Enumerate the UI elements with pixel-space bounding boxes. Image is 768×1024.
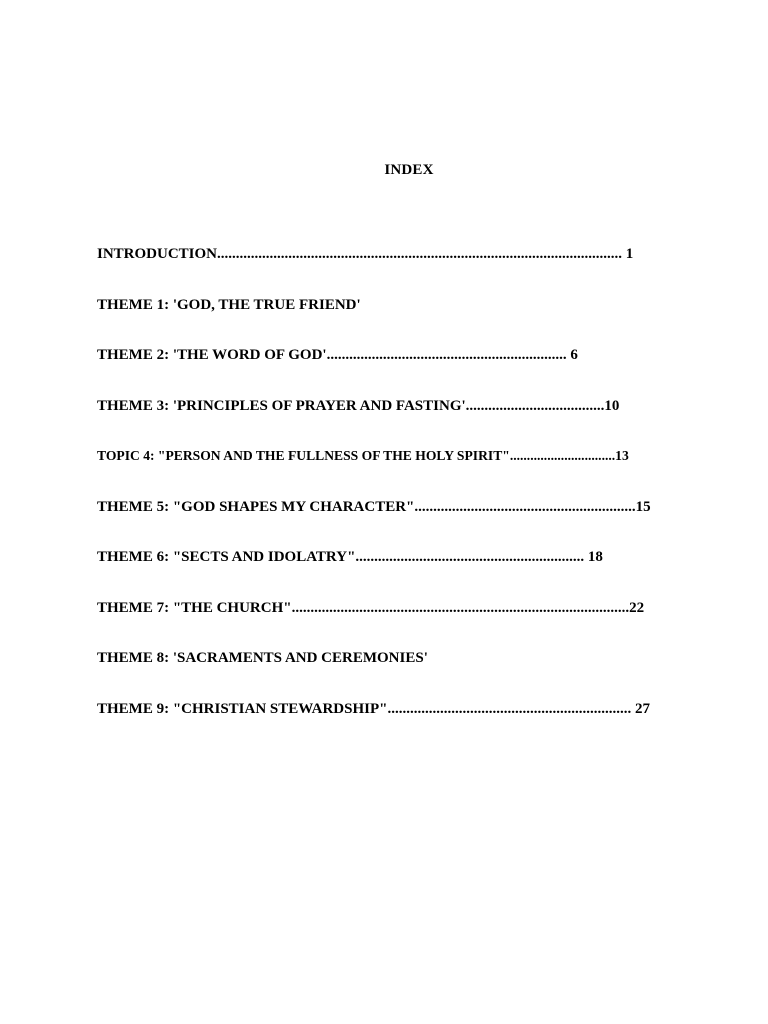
toc-entry-title: THEME 7: "THE CHURCH" — [97, 599, 292, 616]
toc-entry-theme-3 — [97, 397, 717, 448]
toc-page-number: 1 — [622, 246, 634, 262]
toc-dot-leader: ........................................................... — [414, 498, 636, 515]
toc-entry-theme-1 — [97, 296, 717, 347]
toc-dot-leader: .......................................................................................... — [291, 599, 630, 616]
toc-entry-title: TOPIC 4: "PERSON AND THE FULLNESS OF THE HOLY SPIRIT" — [97, 448, 510, 463]
toc-entry-title: THEME 5: "GOD SHAPES MY CHARACTER" — [97, 498, 415, 515]
toc-entry-theme-8 — [97, 649, 717, 700]
toc-dot-leader: ............................... — [509, 448, 616, 463]
toc-entry-theme-5 — [97, 498, 717, 549]
toc-dot-leader: ............................................................................................................ — [217, 246, 623, 262]
toc-entry-title: THEME 6: "SECTS AND IDOLATRY" — [97, 549, 356, 565]
toc-entry-introduction — [97, 245, 717, 296]
toc-page-number: 13 — [615, 448, 629, 463]
toc-page-number: 6 — [566, 347, 578, 363]
toc-page-number: 27 — [631, 700, 650, 717]
toc-page-number: 18 — [584, 549, 603, 565]
toc-dot-leader: ................................................................. — [387, 700, 632, 717]
toc-page-number: 10 — [604, 397, 620, 414]
toc-entry-theme-9 — [97, 700, 717, 751]
toc-entry-title: THEME 8: 'SACRAMENTS AND CEREMONIES' — [97, 650, 428, 666]
toc-entry-title: THEME 3: 'PRINCIPLES OF PRAYER AND FASTING' — [97, 397, 466, 414]
toc-entry-title: INTRODUCTION — [97, 246, 218, 262]
toc-entry-theme-7 — [97, 599, 717, 650]
toc-entry-title: THEME 9: "CHRISTIAN STEWARDSHIP" — [97, 700, 388, 717]
index-title: INDEX — [384, 162, 434, 178]
toc-dot-leader: ..................................... — [465, 397, 605, 414]
toc-entry-theme-6 — [97, 548, 717, 599]
toc-entry-topic-4 — [97, 447, 717, 498]
toc-dot-leader: ................................................................ — [326, 347, 567, 363]
toc-entry-theme-2 — [97, 346, 717, 397]
table-of-contents — [97, 245, 717, 750]
toc-dot-leader: ............................................................. — [355, 549, 585, 565]
toc-page-number: 22 — [629, 599, 645, 616]
toc-page-number: 15 — [635, 498, 651, 515]
toc-entry-title: THEME 1: 'GOD, THE TRUE FRIEND' — [97, 296, 361, 313]
toc-entry-title: THEME 2: 'THE WORD OF GOD' — [97, 347, 327, 363]
